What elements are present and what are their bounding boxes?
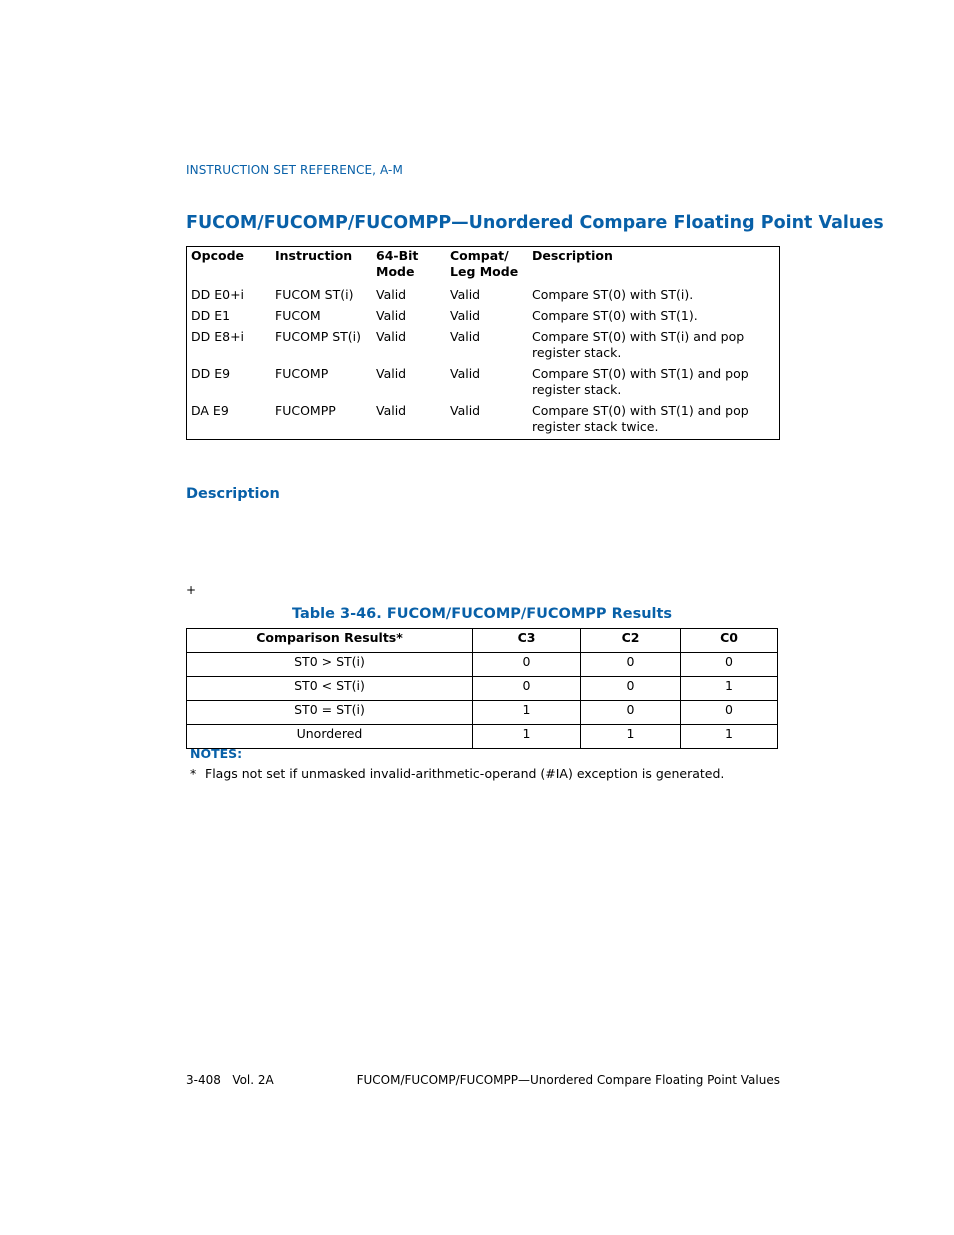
- footer-page-number: 3-408 Vol. 2A: [186, 1073, 274, 1087]
- results-table-header-row: [187, 629, 778, 653]
- comparison-cell: ST0 = ST(i): [187, 701, 473, 725]
- table-row: [187, 287, 780, 308]
- comparison-cell: Unordered: [187, 725, 473, 749]
- instruction-cell: FUCOM: [275, 308, 321, 323]
- instruction-cell: FUCOMPP: [275, 403, 336, 418]
- notes-label: NOTES:: [190, 746, 243, 761]
- table-row: [187, 308, 780, 329]
- opcode-table: [186, 246, 780, 440]
- description-heading: Description: [186, 486, 280, 502]
- description-cell: Compare ST(0) with ST(1) and pop register stack twice.: [532, 403, 749, 434]
- results-table-caption: Table 3-46. FUCOM/FUCOMP/FUCOMPP Results: [291, 606, 673, 622]
- mode-cell: Valid: [376, 366, 407, 381]
- c0-cell: 0: [681, 701, 778, 725]
- note-marker: *: [190, 766, 197, 781]
- table-row: [187, 329, 780, 366]
- description-cell: Compare ST(0) with ST(1) and pop register stack.: [532, 366, 749, 397]
- c0-cell: 1: [681, 677, 778, 701]
- c2-cell: 0: [581, 653, 681, 677]
- description-cell: Compare ST(0) with ST(i) and pop register stack.: [532, 329, 745, 360]
- description-cell: Compare ST(0) with ST(1).: [532, 308, 698, 323]
- header-description: Description: [532, 248, 613, 263]
- table-row: [187, 653, 778, 677]
- instruction-cell: FUCOM ST(i): [275, 287, 354, 302]
- c2-cell: 0: [581, 701, 681, 725]
- compat-cell: Valid: [450, 329, 481, 344]
- header-comparison-results: Comparison Results*: [187, 629, 473, 653]
- header-opcode: Opcode: [191, 248, 244, 263]
- comparison-cell: ST0 > ST(i): [187, 653, 473, 677]
- plus-mark: +: [186, 583, 197, 597]
- page-title: FUCOM/FUCOMP/FUCOMPP—Unordered Compare Floating Point Values: [186, 213, 884, 233]
- description-cell: Compare ST(0) with ST(i).: [532, 287, 694, 302]
- instruction-cell: FUCOMP ST(i): [275, 329, 361, 344]
- footer-title: FUCOM/FUCOMP/FUCOMPP—Unordered Compare Floating Point Values: [356, 1073, 780, 1087]
- table-row: [187, 677, 778, 701]
- opcode-cell: DD E9: [191, 366, 231, 381]
- compat-cell: Valid: [450, 287, 481, 302]
- table-row: [187, 725, 778, 749]
- header-c0: C0: [681, 629, 778, 653]
- header-instruction: Instruction: [275, 248, 353, 263]
- opcode-table-header-row: [187, 247, 780, 288]
- c3-cell: 1: [473, 725, 581, 749]
- header-64bit-mode: 64-Bit Mode: [376, 248, 419, 279]
- opcode-cell: DD E0+i: [191, 287, 245, 302]
- comparison-cell: ST0 < ST(i): [187, 677, 473, 701]
- results-table: [186, 628, 778, 749]
- c3-cell: 0: [473, 677, 581, 701]
- mode-cell: Valid: [376, 287, 407, 302]
- header-c3: C3: [473, 629, 581, 653]
- header-c2: C2: [581, 629, 681, 653]
- c2-cell: 0: [581, 677, 681, 701]
- note-text: Flags not set if unmasked invalid-arithmetic-operand (#IA) exception is generated.: [205, 766, 725, 781]
- table-row: [187, 701, 778, 725]
- opcode-cell: DD E8+i: [191, 329, 245, 344]
- c3-cell: 0: [473, 653, 581, 677]
- mode-cell: Valid: [376, 308, 407, 323]
- mode-cell: Valid: [376, 403, 407, 418]
- compat-cell: Valid: [450, 403, 481, 418]
- header-compat-leg-mode: Compat/ Leg Mode: [450, 248, 519, 279]
- c3-cell: 1: [473, 701, 581, 725]
- compat-cell: Valid: [450, 308, 481, 323]
- table-row: [187, 403, 780, 440]
- running-header: INSTRUCTION SET REFERENCE, A-M: [186, 163, 403, 177]
- mode-cell: Valid: [376, 329, 407, 344]
- note-item: [190, 766, 724, 781]
- opcode-cell: DA E9: [191, 403, 229, 418]
- table-row: [187, 366, 780, 403]
- compat-cell: Valid: [450, 366, 481, 381]
- c0-cell: 0: [681, 653, 778, 677]
- opcode-cell: DD E1: [191, 308, 231, 323]
- instruction-cell: FUCOMP: [275, 366, 329, 381]
- c2-cell: 1: [581, 725, 681, 749]
- c0-cell: 1: [681, 725, 778, 749]
